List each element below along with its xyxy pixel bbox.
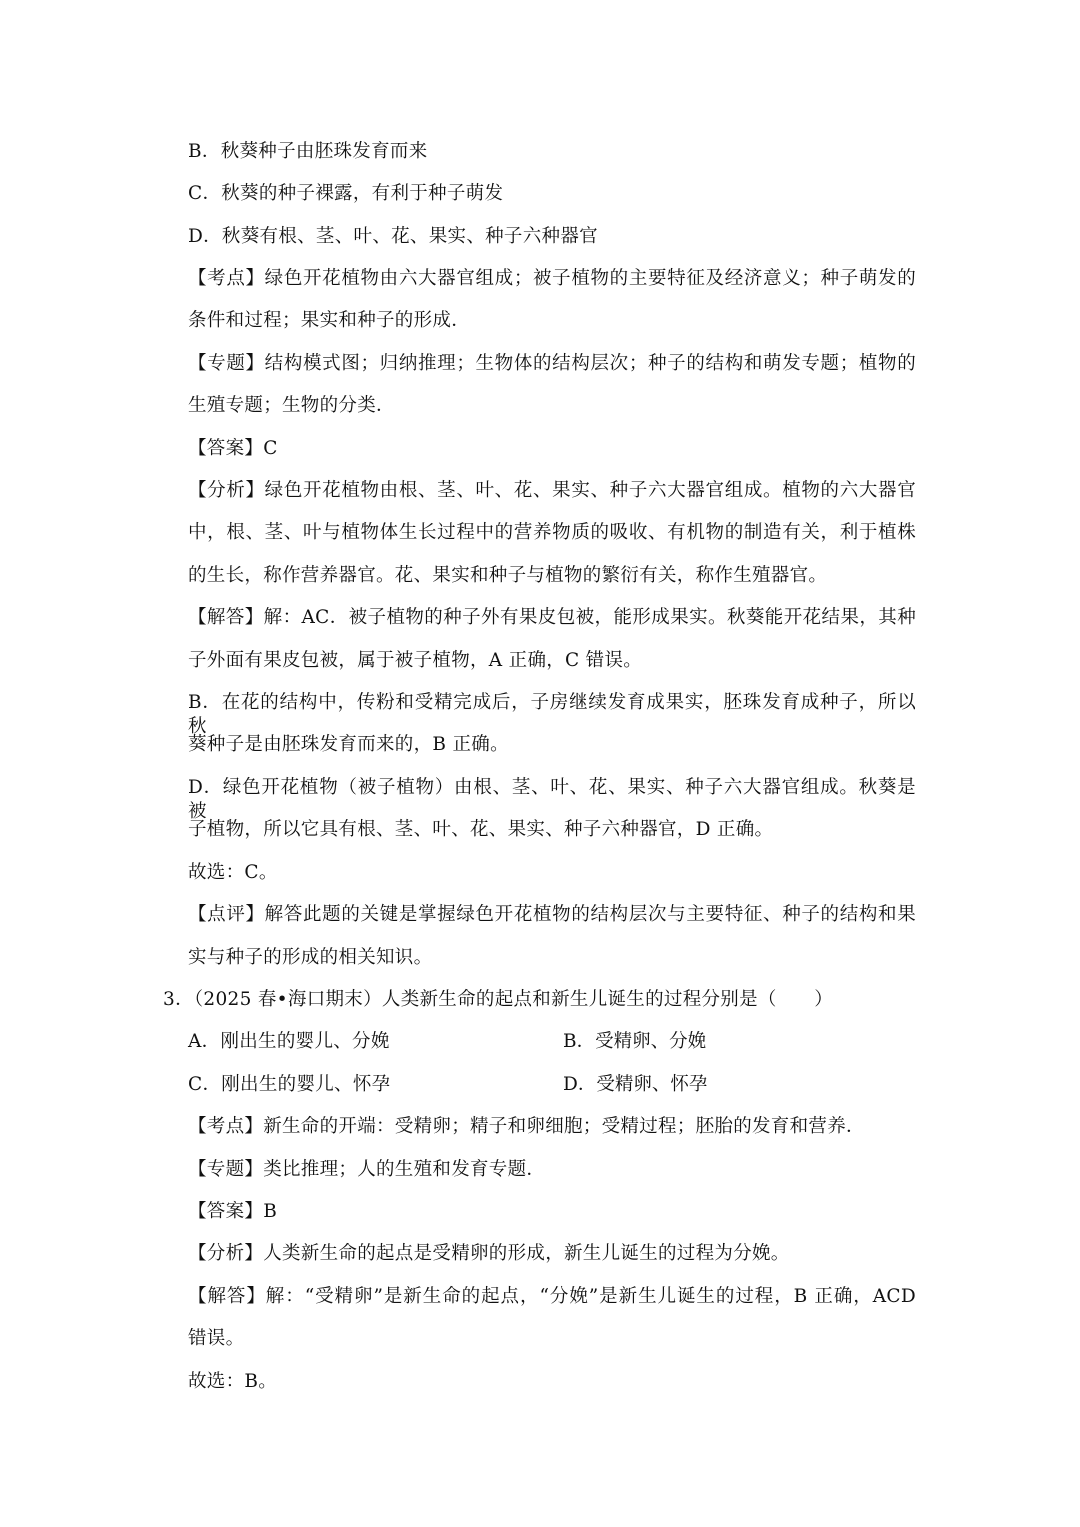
q2-fenxi-line-3: 的生长，称作营养器官。花、果实和种子与植物的繁衍有关，称作生殖器官。 bbox=[188, 565, 828, 586]
q2-option-d: D．秋葵有根、茎、叶、花、果实、种子六种器官 bbox=[188, 226, 598, 247]
q2-kaodian-line-1: 【考点】绿色开花植物由六大器官组成；被子植物的主要特征及经济意义；种子萌发的 bbox=[188, 268, 916, 289]
q3-fenxi: 【分析】人类新生命的起点是受精卵的形成，新生儿诞生的过程为分娩。 bbox=[188, 1243, 790, 1264]
q2-jieda-line-1: 【解答】解：AC．被子植物的种子外有果皮包被，能形成果实。秋葵能开花结果，其种 bbox=[188, 607, 916, 628]
q2-fenxi-line-1: 【分析】绿色开花植物由根、茎、叶、花、果实、种子六大器官组成。植物的六大器官 bbox=[188, 480, 916, 501]
q3-option-a: A．刚出生的婴儿、分娩 bbox=[188, 1031, 390, 1052]
q2-jieda-line-5: D．绿色开花植物（被子植物）由根、茎、叶、花、果实、种子六大器官组成。秋葵是被 bbox=[188, 777, 916, 822]
q2-kaodian-line-2: 条件和过程；果实和种子的形成． bbox=[188, 310, 471, 331]
q2-final-choice: 故选：C。 bbox=[188, 862, 278, 883]
q3-answer: 【答案】B bbox=[188, 1201, 278, 1222]
q2-option-c: C．秋葵的种子裸露，有利于种子萌发 bbox=[188, 183, 504, 204]
q3-kaodian: 【考点】新生命的开端：受精卵；精子和卵细胞；受精过程；胚胎的发育和营养． bbox=[188, 1116, 865, 1137]
q3-option-c: C．刚出生的婴儿、怀孕 bbox=[188, 1074, 391, 1095]
q2-jieda-line-3: B．在花的结构中，传粉和受精完成后，子房继续发育成果实，胚珠发育成种子，所以秋 bbox=[188, 692, 916, 737]
q3-option-d: D．受精卵、怀孕 bbox=[563, 1074, 708, 1095]
q2-fenxi-line-2: 中，根、茎、叶与植物体生长过程中的营养物质的吸收、有机物的制造有关，利于植株 bbox=[188, 522, 916, 543]
q2-option-b: B．秋葵种子由胚珠发育而来 bbox=[188, 141, 428, 162]
q3-question-stem: 3．（2025 春•海口期末）人类新生命的起点和新生儿诞生的过程分别是（ ） bbox=[163, 989, 834, 1010]
q2-zhuanti-line-2: 生殖专题；生物的分类． bbox=[188, 395, 395, 416]
q2-jieda-line-4: 葵种子是由胚珠发育而来的，B 正确。 bbox=[188, 734, 509, 755]
q2-dianping-line-1: 【点评】解答此题的关键是掌握绿色开花植物的结构层次与主要特征、种子的结构和果 bbox=[188, 904, 916, 925]
q2-jieda-line-6: 子植物，所以它具有根、茎、叶、花、果实、种子六种器官，D 正确。 bbox=[188, 819, 774, 840]
q2-answer: 【答案】C bbox=[188, 438, 278, 459]
q2-jieda-line-2: 子外面有果皮包被，属于被子植物，A 正确，C 错误。 bbox=[188, 650, 643, 671]
q3-zhuanti: 【专题】类比推理；人的生殖和发育专题． bbox=[188, 1159, 546, 1180]
q2-zhuanti-line-1: 【专题】结构模式图；归纳推理；生物体的结构层次；种子的结构和萌发专题；植物的 bbox=[188, 353, 916, 374]
q2-dianping-line-2: 实与种子的形成的相关知识。 bbox=[188, 947, 433, 968]
q3-option-b: B．受精卵、分娩 bbox=[563, 1031, 707, 1052]
q3-jieda-line-1: 【解答】解：“受精卵”是新生命的起点，“分娩”是新生儿诞生的过程，B 正确，ACD bbox=[188, 1286, 916, 1307]
q3-jieda-line-2: 错误。 bbox=[188, 1328, 245, 1349]
q3-final-choice: 故选：B。 bbox=[188, 1371, 278, 1392]
